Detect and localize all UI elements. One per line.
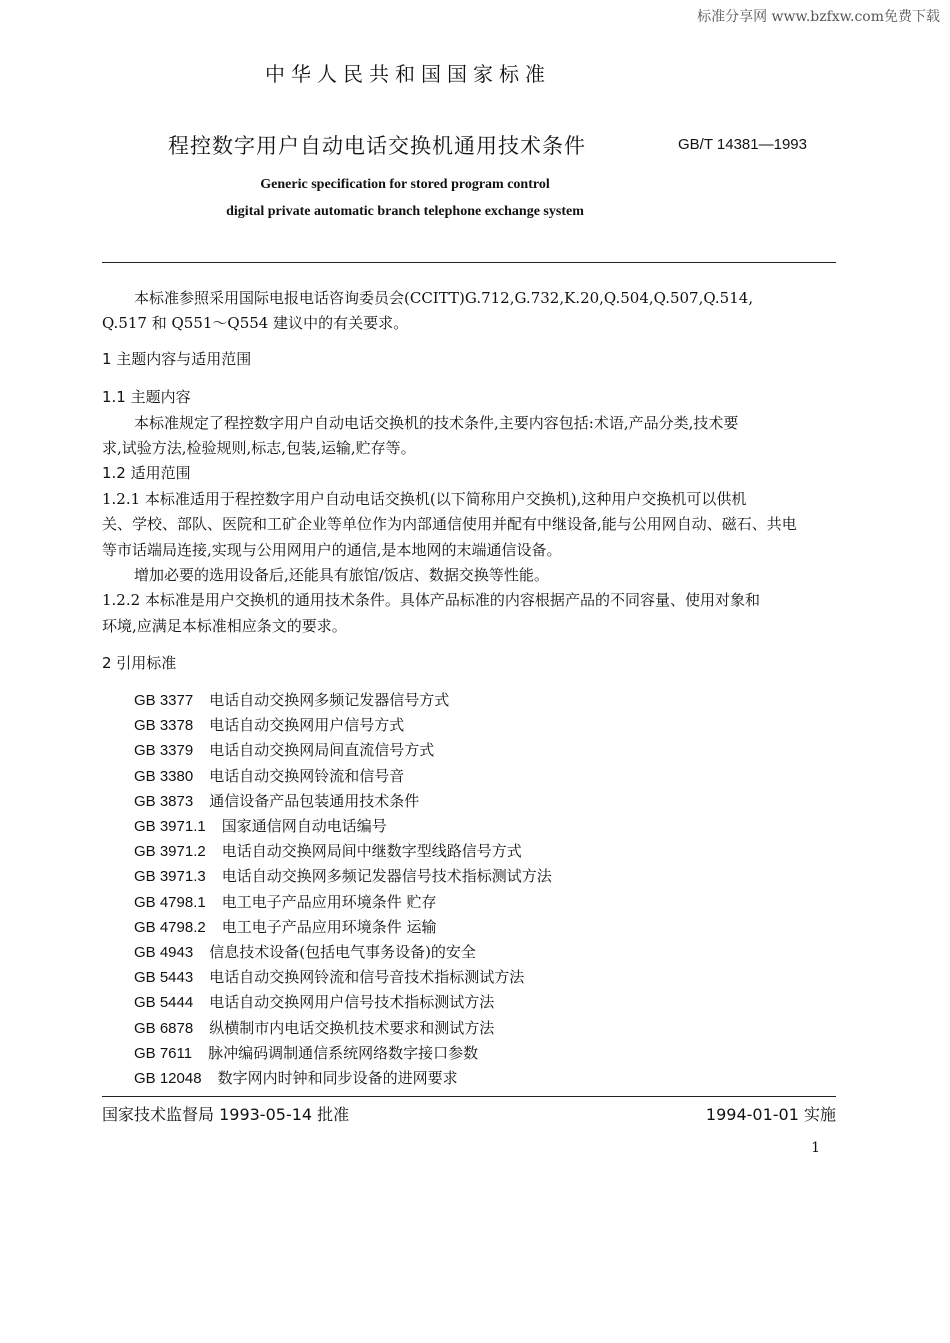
watermark-text: 标准分享网 www.bzfxw.com免费下载 [697,9,940,25]
reference-code: GB 4798.1 [134,893,206,911]
reference-title: 电工电子产品应用环境条件 运输 [221,917,437,936]
section-1-2-heading: 1.2 适用范围 [102,464,191,482]
approval-text: 国家技术监督局 1993-05-14 批准 [102,1105,350,1124]
reference-code: GB 7611 [134,1044,193,1062]
reference-code: GB 3971.3 [134,868,206,886]
standard-name: 中华人民共和国国家标准 [265,62,551,86]
reference-code: GB 5444 [134,994,194,1012]
reference-code: GB 3380 [134,767,194,785]
reference-item [134,1067,458,1088]
reference-title: 电话自动交换网铃流和信号音 [209,766,405,785]
section-1-2-2-line-1: 1.2.2 本标准是用户交换机的通用技术条件。具体产品标准的内容根据产品的不同容量、使用对象和 [102,591,760,609]
section-1-2-1-line-2: 关、学校、部队、医院和工矿企业等单位作为内部通信使用并配有中继设备,能与公用网自动、磁石、共电 [102,515,797,533]
reference-item [134,840,522,861]
reference-code: GB 3377 [134,692,194,709]
reference-title: 电话自动交换网用户信号方式 [209,716,405,735]
reference-title: 电话自动交换网多频记发器信号方式 [209,691,450,709]
reference-title: 纵横制市内电话交换机技术要求和测试方法 [209,1018,495,1037]
reference-item [134,739,434,760]
reference-item [134,941,476,962]
reference-item [134,765,404,786]
reference-title: 信息技术设备(包括电气事务设备)的安全 [209,943,476,961]
section-1-heading: 1 主题内容与适用范围 [102,350,252,368]
reference-code: GB 3379 [134,742,194,760]
reference-item [134,815,387,836]
reference-title: 电话自动交换网局间直流信号方式 [209,741,435,760]
reference-title: 电话自动交换网用户信号技术指标测试方法 [209,993,495,1012]
reference-title: 电话自动交换网多频记发器信号技术指标测试方法 [221,867,552,886]
reference-item [134,891,437,912]
reference-item [134,916,437,937]
header-divider [102,262,836,263]
reference-item [134,1017,494,1038]
reference-item [134,865,552,886]
section-1-1-heading: 1.1 主题内容 [102,388,191,406]
page-number: 1 [811,1140,820,1156]
reference-title: 电话自动交换网局间中继数字型线路信号方式 [221,842,522,861]
intro-line-1: 本标准参照采用国际电报电话咨询委员会(CCITT)G.712,G.732,K.20,Q.504,Q.507,Q.514, [134,289,754,307]
reference-code: GB 5443 [134,969,194,987]
reference-code: GB 12048 [134,1070,202,1087]
reference-title: 电工电子产品应用环境条件 贮存 [221,892,437,911]
document-title-cn: 程控数字用户自动电话交换机通用技术条件 [168,134,586,158]
standard-number: GB/T 14381—1993 [678,136,807,153]
reference-title: 脉冲编码调制通信系统网络数字接口参数 [208,1043,479,1062]
reference-code: GB 3971.1 [134,818,206,835]
reference-title: 数字网内时钟和同步设备的进网要求 [217,1069,458,1087]
section-1-2-1-line-3: 等市话端局连接,实现与公用网用户的通信,是本地网的末端通信设备。 [102,541,562,559]
reference-code: GB 4943 [134,944,194,961]
reference-code: GB 3873 [134,792,194,810]
section-1-2-1-line-1: 1.2.1 本标准适用于程控数字用户自动电话交换机(以下简称用户交换机),这种用户交换机可以供机 [102,490,747,508]
reference-item [134,966,524,987]
reference-item [134,714,404,735]
reference-title: 电话自动交换网铃流和信号音技术指标测试方法 [209,968,525,987]
reference-code: GB 4798.2 [134,918,206,936]
reference-code: GB 6878 [134,1019,194,1037]
reference-code: GB 3378 [134,717,194,735]
reference-code: GB 3971.2 [134,843,206,861]
section-1-1-line-2: 求,试验方法,检验规则,标志,包装,运输,贮存等。 [102,439,416,457]
intro-line-2: Q.517 和 Q551～Q554 建议中的有关要求。 [102,314,409,332]
reference-title: 国家通信网自动电话编号 [221,817,387,835]
section-1-1-line-1: 本标准规定了程控数字用户自动电话交换机的技术条件,主要内容包括:术语,产品分类,技术要 [134,414,739,432]
document-title-en-line2: digital private automatic branch telephone exchange system [226,204,584,219]
implementation-text: 1994-01-01 实施 [705,1105,836,1124]
section-1-2-2-line-2: 环境,应满足本标准相应条文的要求。 [102,617,347,635]
reference-item [134,991,494,1012]
reference-item [134,1042,478,1063]
document-title-en-line1: Generic specification for stored program control [260,177,550,192]
reference-item [134,689,449,710]
reference-item [134,790,419,811]
footer-divider [102,1096,836,1097]
reference-title: 通信设备产品包装通用技术条件 [209,791,420,810]
section-2-heading: 2 引用标准 [102,654,177,672]
section-1-2-1-line-4: 增加必要的选用设备后,还能具有旅馆/饭店、数据交换等性能。 [134,566,549,584]
